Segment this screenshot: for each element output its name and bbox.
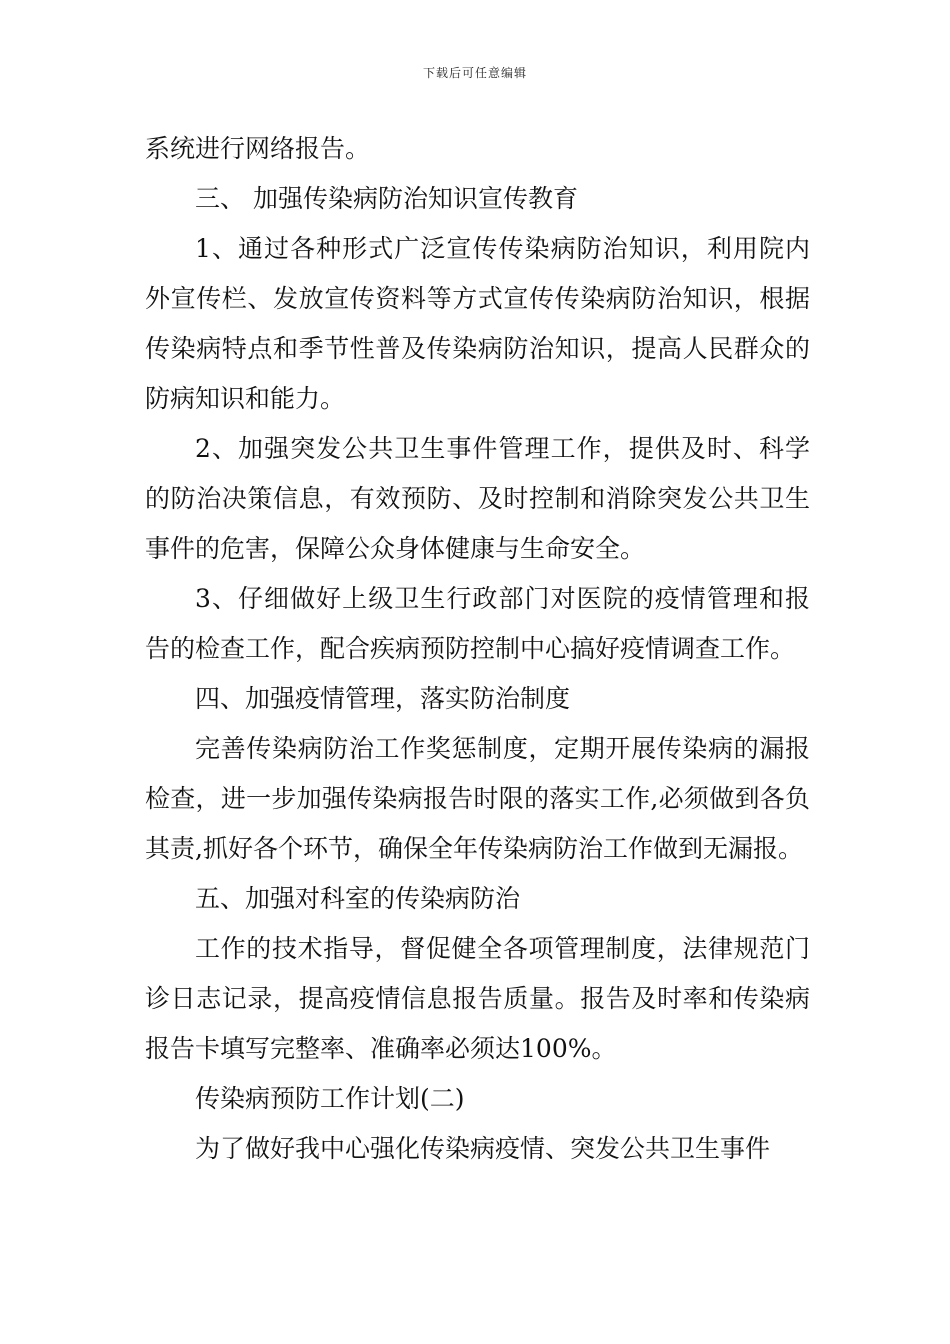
paragraph-section-4: 完善传染病防治工作奖惩制度，定期开展传染病的漏报检查，进一步加强传染病报告时限的落实工作,必须做到各负其责,抓好各个环节，确保全年传染病防治工作做到无漏报。 — [145, 734, 810, 863]
paragraph-section-5: 工作的技术指导，督促健全各项管理制度，法律规范门诊日志记录，提高疫情信息报告质量。报告及时率和传染病报告卡填写完整率、准确率必须达100%。 — [145, 934, 810, 1063]
section-heading-3: 三、 加强传染病防治知识宣传教育 — [195, 184, 578, 213]
paragraph-item-1: 1、通过各种形式广泛宣传传染病防治知识，利用院内外宣传栏、发放宣传资料等方式宣传传染病防治知识，根据传染病特点和季节性普及传染病防治知识，提高人民群众的防病知识和能力。 — [145, 234, 810, 413]
section-heading-4: 四、加强疫情管理，落实防治制度 — [195, 684, 571, 713]
document-subtitle: 传染病预防工作计划(二) — [195, 1084, 465, 1113]
paragraph-item-2: 2、加强突发公共卫生事件管理工作，提供及时、科学的防治决策信息，有效预防、及时控制和消除突发公共卫生事件的危害，保障公众身体健康与生命安全。 — [145, 434, 810, 563]
paragraph-intro: 为了做好我中心强化传染病疫情、突发公共卫生事件 — [195, 1134, 771, 1163]
paragraph-continuation: 系统进行网络报告。 — [145, 134, 371, 163]
document-body — [145, 124, 810, 1174]
page-header-note: 下载后可任意编辑 — [422, 66, 527, 80]
paragraph-item-3: 3、仔细做好上级卫生行政部门对医院的疫情管理和报告的检查工作，配合疾病预防控制中心搞好疫情调查工作。 — [145, 584, 810, 663]
section-heading-5: 五、加强对科室的传染病防治 — [195, 884, 521, 913]
